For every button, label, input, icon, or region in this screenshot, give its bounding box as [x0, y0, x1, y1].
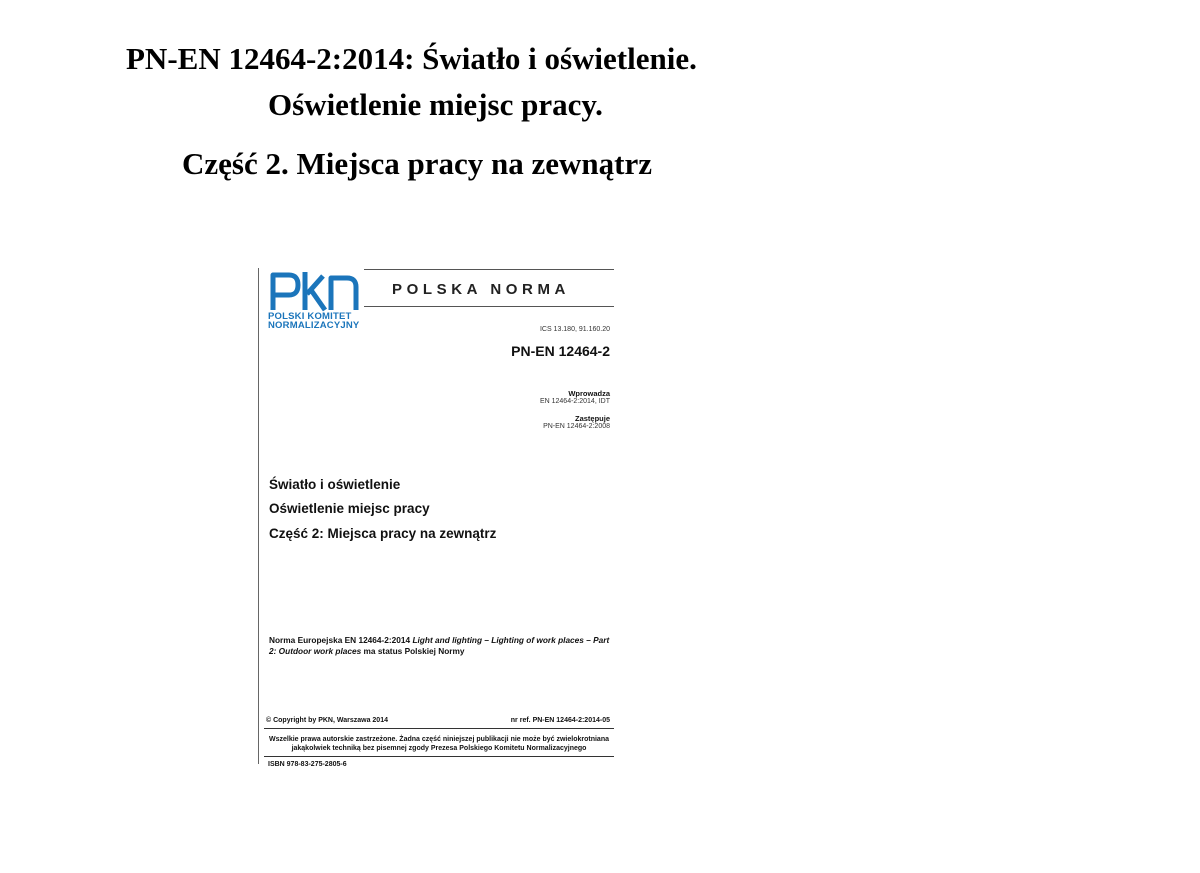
ics-code: ICS 13.180, 91.160.20	[539, 326, 610, 333]
reference-number: nr ref. PN-EN 12464-2:2014-05	[510, 717, 610, 724]
document-title-line-1: PN-EN 12464-2:2014: Światło i oświetlenie.	[126, 41, 697, 76]
isbn-number: ISBN 978-83-275-2805-6	[268, 761, 347, 768]
replaces-value: PN-EN 12464-2:2008	[543, 423, 610, 430]
introduces-label: Wprowadza	[568, 389, 610, 398]
copyright-rule	[264, 728, 614, 729]
rights-line-2: jakąkolwiek techniką bez pisemnej zgody Prezesa Polskiego Komitetu Normalizacyjnego	[291, 745, 587, 752]
pkn-logo-mark-icon	[267, 270, 363, 312]
rights-rule	[264, 756, 614, 757]
rights-reserved-notice	[264, 735, 614, 753]
description-text-2: ma status Polskiej Normy	[361, 645, 465, 656]
introduces-value: EN 12464-2:2014, IDT	[539, 398, 610, 405]
standard-cover-page	[258, 266, 616, 768]
cover-title-1: Światło i oświetlenie	[269, 477, 401, 492]
cover-left-border	[258, 268, 259, 764]
polska-norma-banner: POLSKA NORMA	[392, 281, 570, 298]
document-title-line-3: Część 2. Miejsca pracy na zewnątrz	[182, 146, 652, 181]
description-english-title: Light and lighting – Lighting of work places – Part 2: Outdoor work places	[269, 635, 610, 656]
rights-line-1: Wszelkie prawa autorskie zastrzeżone. Żadna część niniejszej publikacji nie może być zwielokrotniana	[268, 736, 609, 743]
cover-title-3: Część 2: Miejsca pracy na zewnątrz	[269, 526, 497, 541]
cover-title-2: Oświetlenie miejsc pracy	[269, 501, 430, 516]
banner-bottom-rule	[364, 306, 614, 307]
banner-top-rule	[364, 269, 614, 270]
description-text-1: Norma Europejska EN 12464-2:2014	[269, 635, 413, 645]
copyright-notice: © Copyright by PKN, Warszawa 2014	[266, 717, 388, 724]
standard-number: PN-EN 12464-2	[511, 343, 610, 359]
document-title-line-2: Oświetlenie miejsc pracy.	[268, 87, 603, 122]
norm-status-description	[269, 635, 614, 656]
logo-subtitle-line-1: POLSKI KOMITET	[268, 311, 352, 322]
replaces-label: Zastępuje	[574, 414, 610, 423]
logo-subtitle-line-2: NORMALIZACYJNY	[268, 320, 360, 331]
